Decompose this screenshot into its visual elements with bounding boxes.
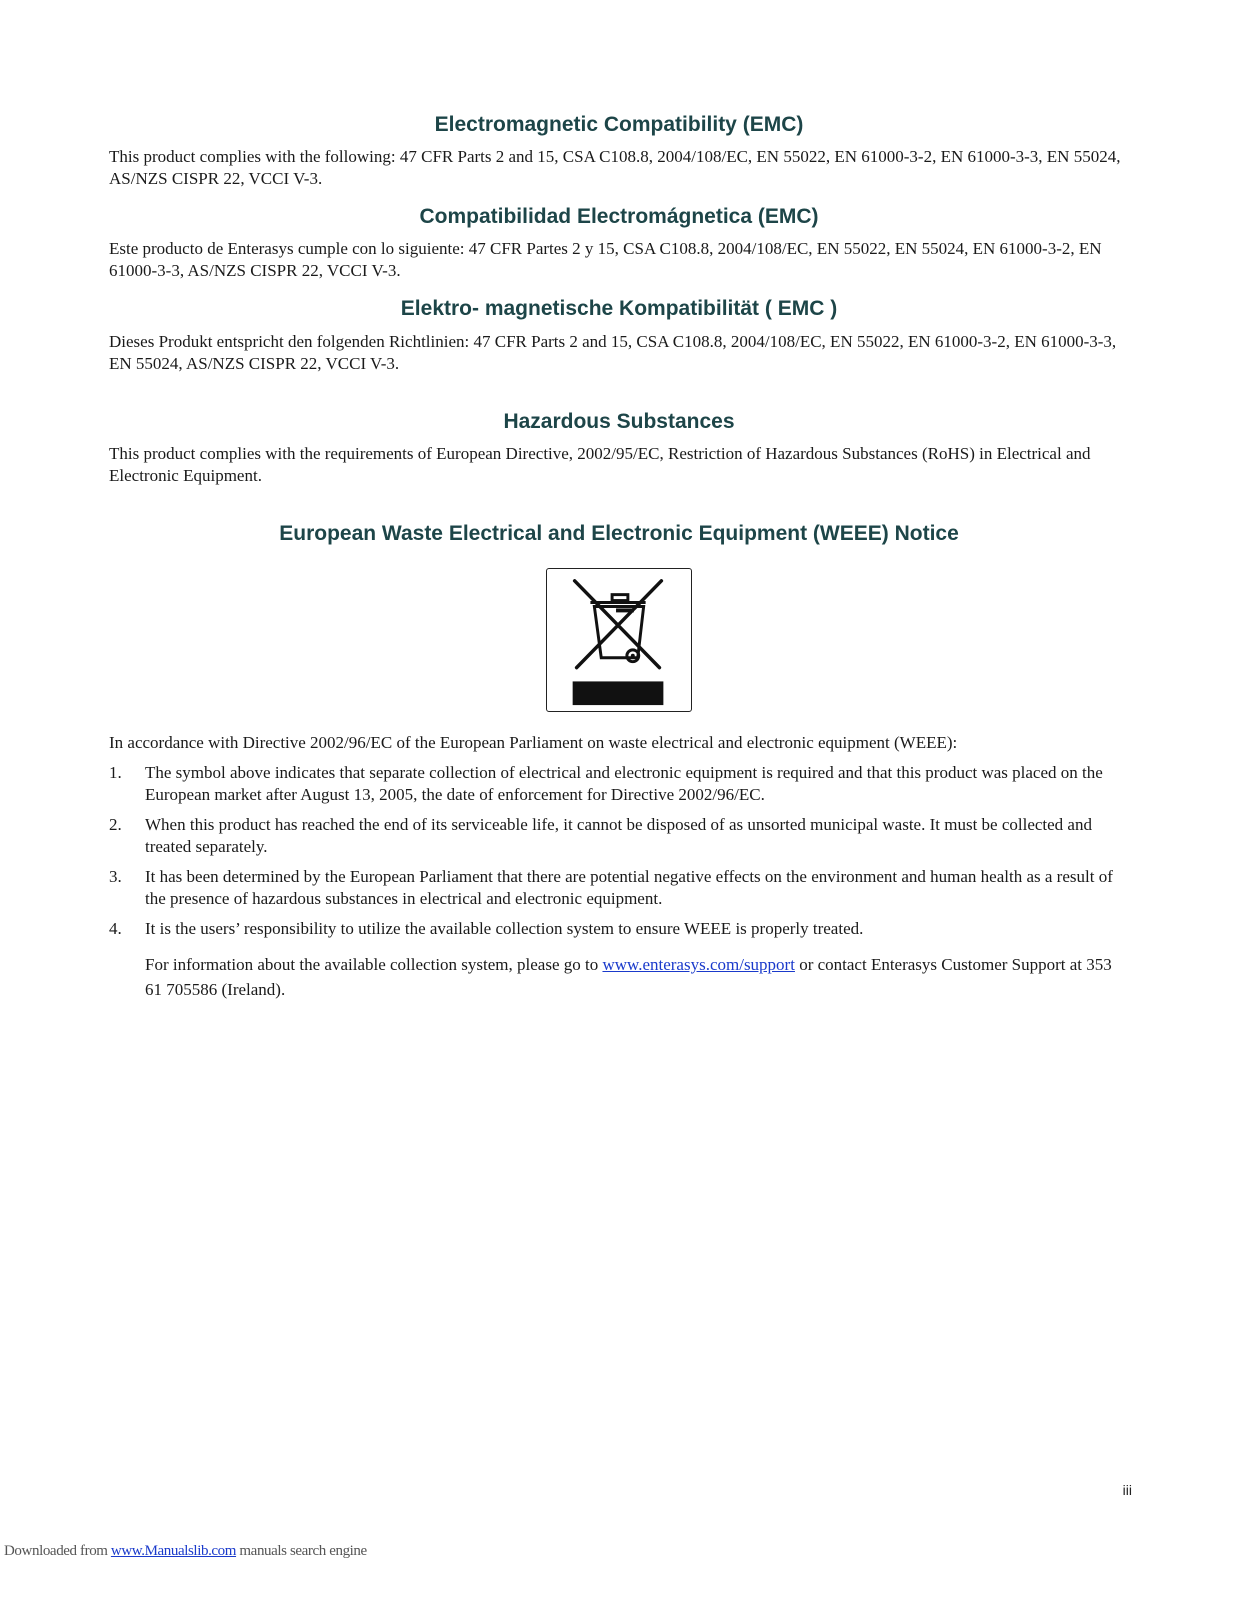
emc-body: This product complies with the following: 47 CFR Parts 2 and 15, CSA C108.8, 2004/108/EC, EN 55022, EN 61000-3-2, EN 61000-3-3, EN 55024, AS/NZS CISPR 22, VCCI V-3. — [109, 147, 1121, 189]
list-item — [109, 918, 1129, 940]
list-item-text: It has been determined by the European Parliament that there are potential negative effects on the environment and human health as a result of the presence of hazardous substances in electrical and electronic equipment. — [145, 866, 1113, 908]
download-footer — [4, 1543, 367, 1560]
list-item-number: 1. — [109, 762, 122, 782]
collection-info-text-before: For information about the available collection system, please go to — [145, 954, 603, 974]
list-item-number: 4. — [109, 918, 122, 938]
weee-heading: European Waste Electrical and Electronic Equipment (WEEE) Notice — [279, 521, 959, 545]
weee-section — [109, 521, 1129, 1002]
emc-german-heading: Elektro- magnetische Kompatibilität ( EMC ) — [400, 297, 838, 321]
emc-section — [109, 112, 1129, 190]
list-item-text: When this product has reached the end of its serviceable life, it cannot be disposed of as unsorted municipal waste. It must be collected and treated separately. — [145, 814, 1092, 856]
list-item — [109, 866, 1129, 910]
emc-spanish-section — [109, 204, 1129, 282]
hazardous-substances-heading: Hazardous Substances — [503, 409, 735, 433]
emc-german-body: Dieses Produkt entspricht den folgenden Richtlinien: 47 CFR Parts 2 and 15, CSA C108.8, 2004/108/EC, EN 55022, EN 61000-3-2, EN 61000-3-3, EN 55024, AS/NZS CISPR 22, VCCI V-3. — [109, 331, 1117, 373]
list-item-number: 3. — [109, 866, 122, 886]
list-item — [109, 814, 1129, 858]
list-item-text: The symbol above indicates that separate collection of electrical and electronic equipment is required and that this product was placed on the European market after August 13, 2005, the date of enforcement for Directive 2002/96/EC. — [145, 762, 1103, 804]
list-item-number: 2. — [109, 814, 122, 834]
manualslib-link[interactable]: www.Manualslib.com — [110, 1543, 237, 1559]
enterasys-support-link[interactable]: www.enterasys.com/support — [602, 954, 795, 974]
list-item — [109, 762, 1129, 806]
emc-heading: Electromagnetic Compatibility (EMC) — [434, 113, 804, 136]
weee-intro: In accordance with Directive 2002/96/EC of the European Parliament on waste electrical and electronic equipment (WEEE): — [109, 732, 958, 752]
collection-info — [145, 952, 1129, 1002]
collection-info-text-after: or contact Enterasys Customer Support at 353 61 705586 (Ireland). — [145, 954, 1112, 999]
emc-german-section — [109, 296, 1129, 374]
page-number: iii — [1122, 1482, 1132, 1498]
weee-list — [109, 762, 1129, 940]
hazardous-substances-body: This product complies with the requirements of European Directive, 2002/95/EC, Restriction of Hazardous Substances (RoHS) in Electrical and Electronic Equipment. — [109, 443, 1091, 485]
page-content — [109, 112, 1129, 1002]
footer-suffix: manuals search engine — [236, 1543, 367, 1559]
emc-spanish-heading: Compatibilidad Electromágnetica (EMC) — [419, 205, 819, 229]
list-item-text: It is the users’ responsibility to utilize the available collection system to ensure WEEE is properly treated. — [145, 918, 864, 938]
crossed-out-wheelie-bin-icon — [546, 568, 692, 712]
emc-spanish-body: Este producto de Enterasys cumple con lo siguiente: 47 CFR Partes 2 y 15, CSA C108.8, 2004/108/EC, EN 55022, EN 55024, EN 61000-3-2, EN 61000-3-3, AS/NZS CISPR 22, VCCI V-3. — [109, 239, 1102, 281]
footer-prefix: Downloaded from — [4, 1543, 111, 1559]
hazardous-substances-section — [109, 409, 1129, 487]
